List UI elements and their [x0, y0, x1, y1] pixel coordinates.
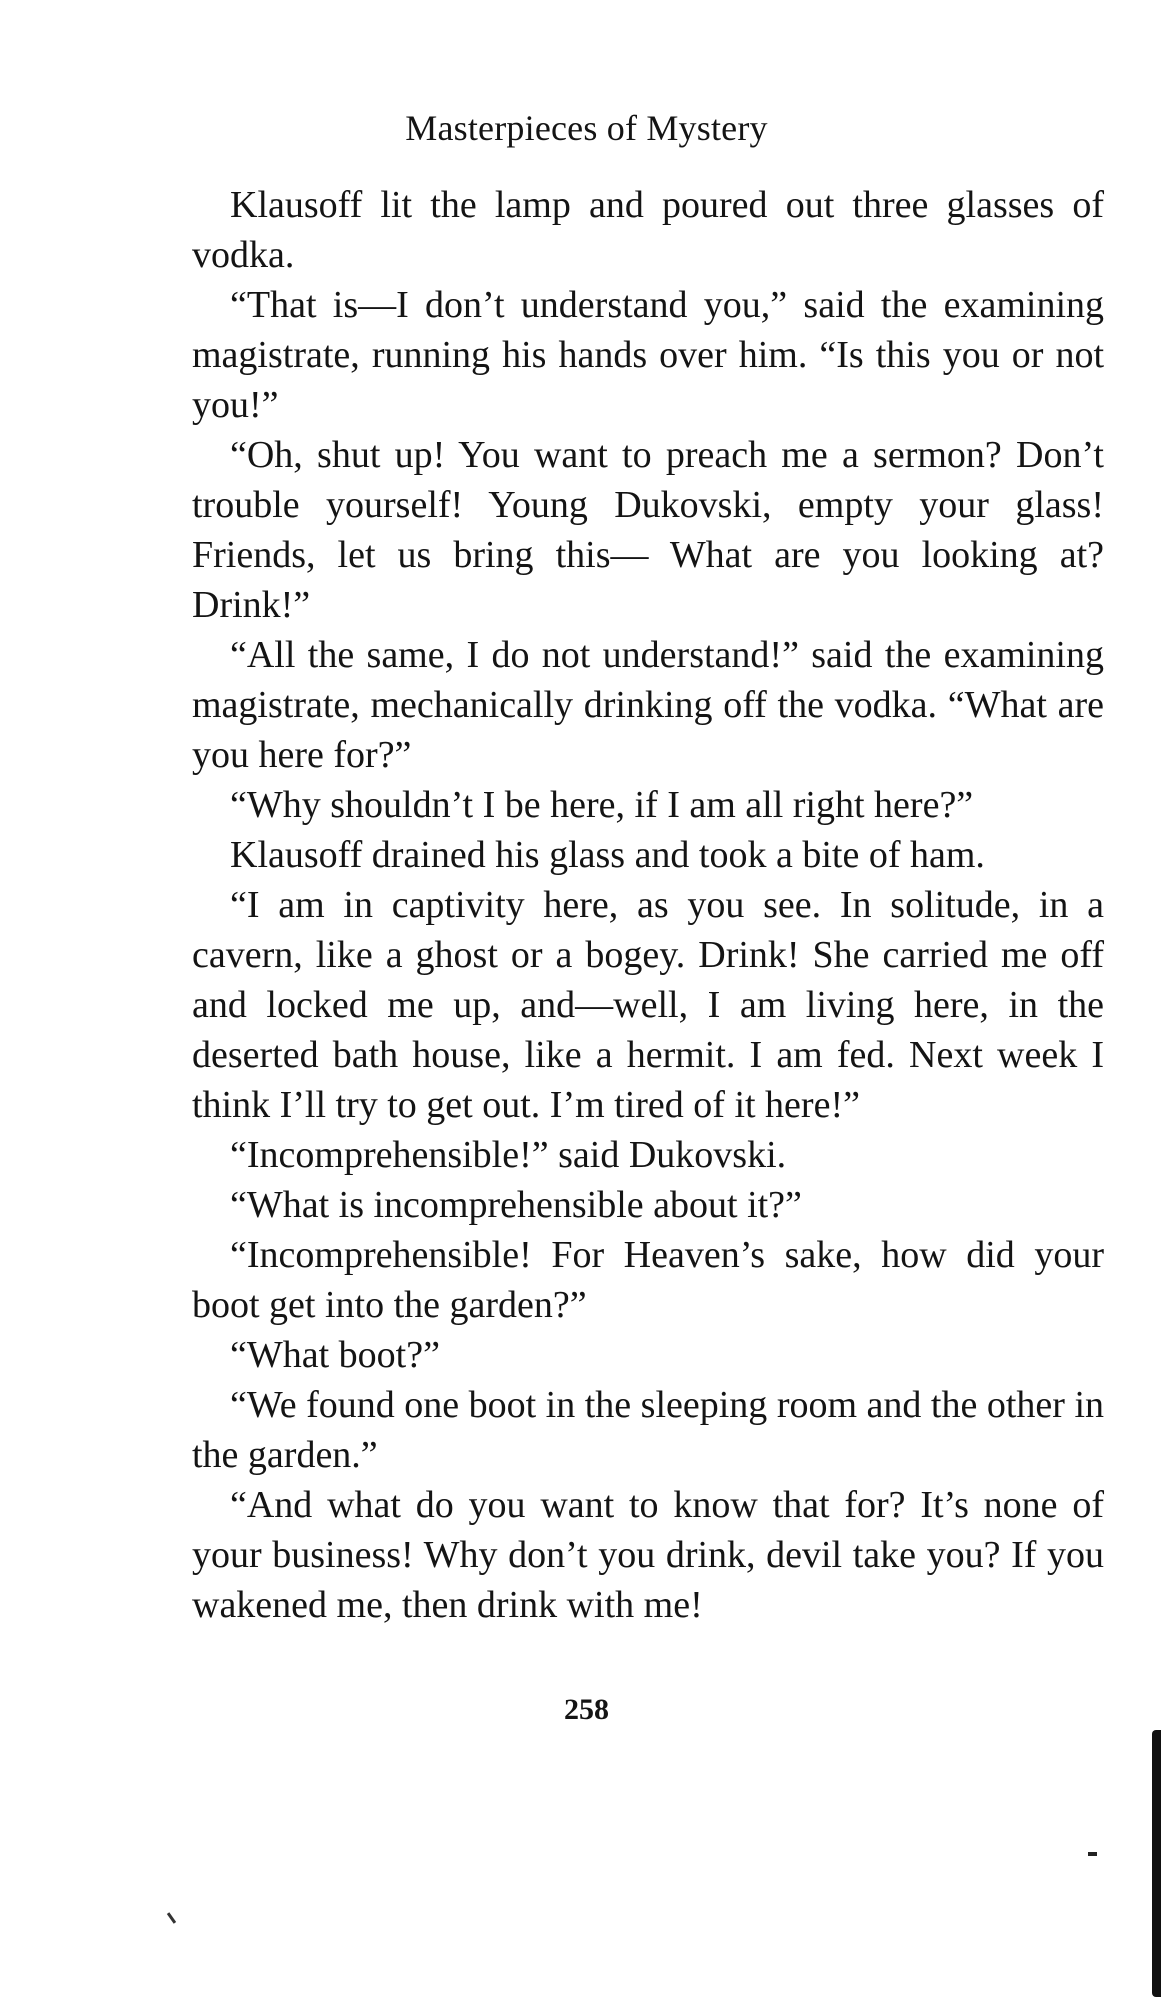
paragraph: Klausoff drained his glass and took a bite of ham. — [230, 834, 985, 876]
paragraph: “I am in captivity here, as you see. In solitude, in a cavern, like a ghost or a bogey. Drink! She carried me off and locked me up, and—well, I am living here, in the deserted bath house, like a hermit. I am fed. Next week I think I’ll try to get out. I’m tired of it here!” — [192, 884, 1104, 1126]
paragraph: “Incomprehensible! For Heaven’s sake, how did your boot get into the garden?” — [192, 1234, 1104, 1326]
paragraph: “Incomprehensible!” said Dukovski. — [230, 1134, 787, 1176]
body-text — [192, 180, 1104, 1630]
scan-speck — [167, 1912, 176, 1924]
scan-edge-mark — [1152, 1730, 1161, 1997]
paragraph: “What is incomprehensible about it?” — [230, 1184, 802, 1226]
paragraph: Klausoff lit the lamp and poured out three glasses of vodka. — [192, 184, 1104, 276]
paragraph: “What boot?” — [230, 1334, 440, 1376]
paragraph: “Why shouldn’t I be here, if I am all right here?” — [230, 784, 974, 826]
scan-speck — [1088, 1852, 1097, 1856]
running-head: Masterpieces of Mystery — [405, 108, 768, 148]
paragraph: “We found one boot in the sleeping room and the other in the garden.” — [192, 1384, 1104, 1476]
paragraph: “All the same, I do not understand!” said the examining magistrate, mechanically drinking off the vodka. “What are you here for?” — [192, 634, 1104, 776]
paragraph: “Oh, shut up! You want to preach me a sermon? Don’t trouble yourself! Young Dukovski, empty your glass! Friends, let us bring this— What are you looking at? Drink!” — [192, 434, 1104, 626]
page-number: 258 — [564, 1693, 609, 1726]
paragraph: “That is—I don’t understand you,” said the examining magistrate, running his hands over him. “Is this you or not you!” — [192, 284, 1104, 426]
paragraph: “And what do you want to know that for? It’s none of your business! Why don’t you drink, devil take you? If you wakened me, then drink with me! — [192, 1484, 1104, 1626]
